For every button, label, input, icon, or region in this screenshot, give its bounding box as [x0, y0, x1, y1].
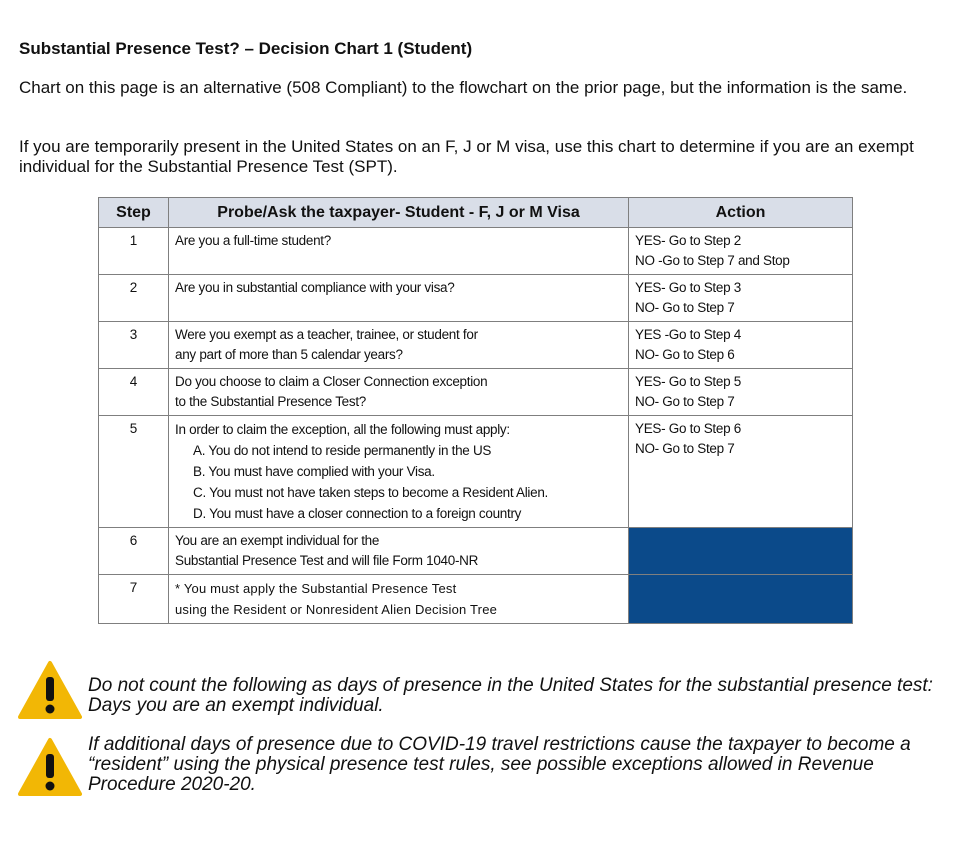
header-probe: Probe/Ask the taxpayer- Student - F, J or M Visa	[169, 198, 629, 228]
step-cell: 3	[99, 322, 169, 369]
table-row	[99, 228, 853, 275]
warning-icon	[18, 660, 82, 720]
probe-cell	[169, 369, 629, 416]
action-line: NO- Go to Step 7	[635, 441, 735, 456]
probe-line: any part of more than 5 calendar years?	[175, 347, 403, 362]
action-line: YES- Go to Step 2	[635, 233, 741, 248]
table-row	[99, 369, 853, 416]
table-row	[99, 528, 853, 575]
action-cell-filled	[629, 528, 853, 575]
action-line: YES- Go to Step 5	[635, 374, 741, 389]
probe-line: Substantial Presence Test and will file Form 1040-NR	[175, 553, 479, 568]
warning-icon	[18, 737, 82, 797]
step-cell: 5	[99, 416, 169, 528]
step-cell: 4	[99, 369, 169, 416]
action-cell-filled	[629, 575, 853, 624]
probe-cell	[169, 275, 629, 322]
table-row	[99, 322, 853, 369]
probe-line: to the Substantial Presence Test?	[175, 394, 366, 409]
probe-line: B. You must have complied with your Visa.	[193, 464, 435, 479]
action-cell	[629, 369, 853, 416]
decision-chart-table	[98, 197, 853, 624]
probe-line: A. You do not intend to reside permanently in the US	[193, 443, 492, 458]
step-cell: 7	[99, 575, 169, 624]
probe-cell	[169, 228, 629, 275]
action-line: NO- Go to Step 7	[635, 394, 735, 409]
table-row	[99, 275, 853, 322]
probe-line: D. You must have a closer connection to a foreign country	[193, 506, 522, 521]
action-cell	[629, 275, 853, 322]
intro-paragraph-2: If you are temporarily present in the United States on an F, J or M visa, use this chart to determine if you are an exempt individual for the Substantial Presence Test (SPT).	[19, 137, 914, 176]
table-row	[99, 416, 853, 528]
probe-cell	[169, 416, 629, 528]
step-cell: 2	[99, 275, 169, 322]
header-step: Step	[99, 198, 169, 228]
action-line: YES- Go to Step 6	[635, 421, 741, 436]
step-cell: 1	[99, 228, 169, 275]
header-action: Action	[629, 198, 853, 228]
table-header-row	[99, 198, 853, 228]
warning-text-2: If additional days of presence due to COVID-19 travel restrictions cause the taxpayer to become a “resident” using the physical presence test rules, see possible exceptions allowed in Revenue Procedure 2020-20.	[88, 734, 911, 795]
warning-text-1: Do not count the following as days of presence in the United States for the substantial presence test: Days you are an exempt individual.	[88, 675, 933, 716]
action-line: NO- Go to Step 6	[635, 347, 735, 362]
probe-line: Are you a full-time student?	[175, 233, 331, 248]
probe-cell	[169, 575, 629, 624]
action-cell	[629, 416, 853, 528]
probe-cell	[169, 528, 629, 575]
action-line: NO- Go to Step 7	[635, 300, 735, 315]
table-row	[99, 575, 853, 624]
probe-line: C. You must not have taken steps to become a Resident Alien.	[193, 485, 548, 500]
probe-line: In order to claim the exception, all the following must apply:	[175, 422, 510, 437]
action-line: YES -Go to Step 4	[635, 327, 741, 342]
probe-line: You are an exempt individual for the	[175, 533, 380, 548]
probe-line: Were you exempt as a teacher, trainee, or student for	[175, 327, 478, 342]
action-line: YES- Go to Step 3	[635, 280, 741, 295]
page-title: Substantial Presence Test? – Decision Chart 1 (Student)	[19, 39, 473, 58]
probe-line: * You must apply the Substantial Presence Test	[175, 581, 457, 596]
step-cell: 6	[99, 528, 169, 575]
action-cell	[629, 228, 853, 275]
action-cell	[629, 322, 853, 369]
probe-cell	[169, 322, 629, 369]
probe-line: Are you in substantial compliance with your visa?	[175, 280, 455, 295]
probe-line: using the Resident or Nonresident Alien Decision Tree	[175, 602, 498, 617]
intro-paragraph-1: Chart on this page is an alternative (508 Compliant) to the flowchart on the prior page, but the information is the same.	[19, 78, 908, 97]
action-line: NO -Go to Step 7 and Stop	[635, 253, 790, 268]
probe-line: Do you choose to claim a Closer Connection exception	[175, 374, 488, 389]
